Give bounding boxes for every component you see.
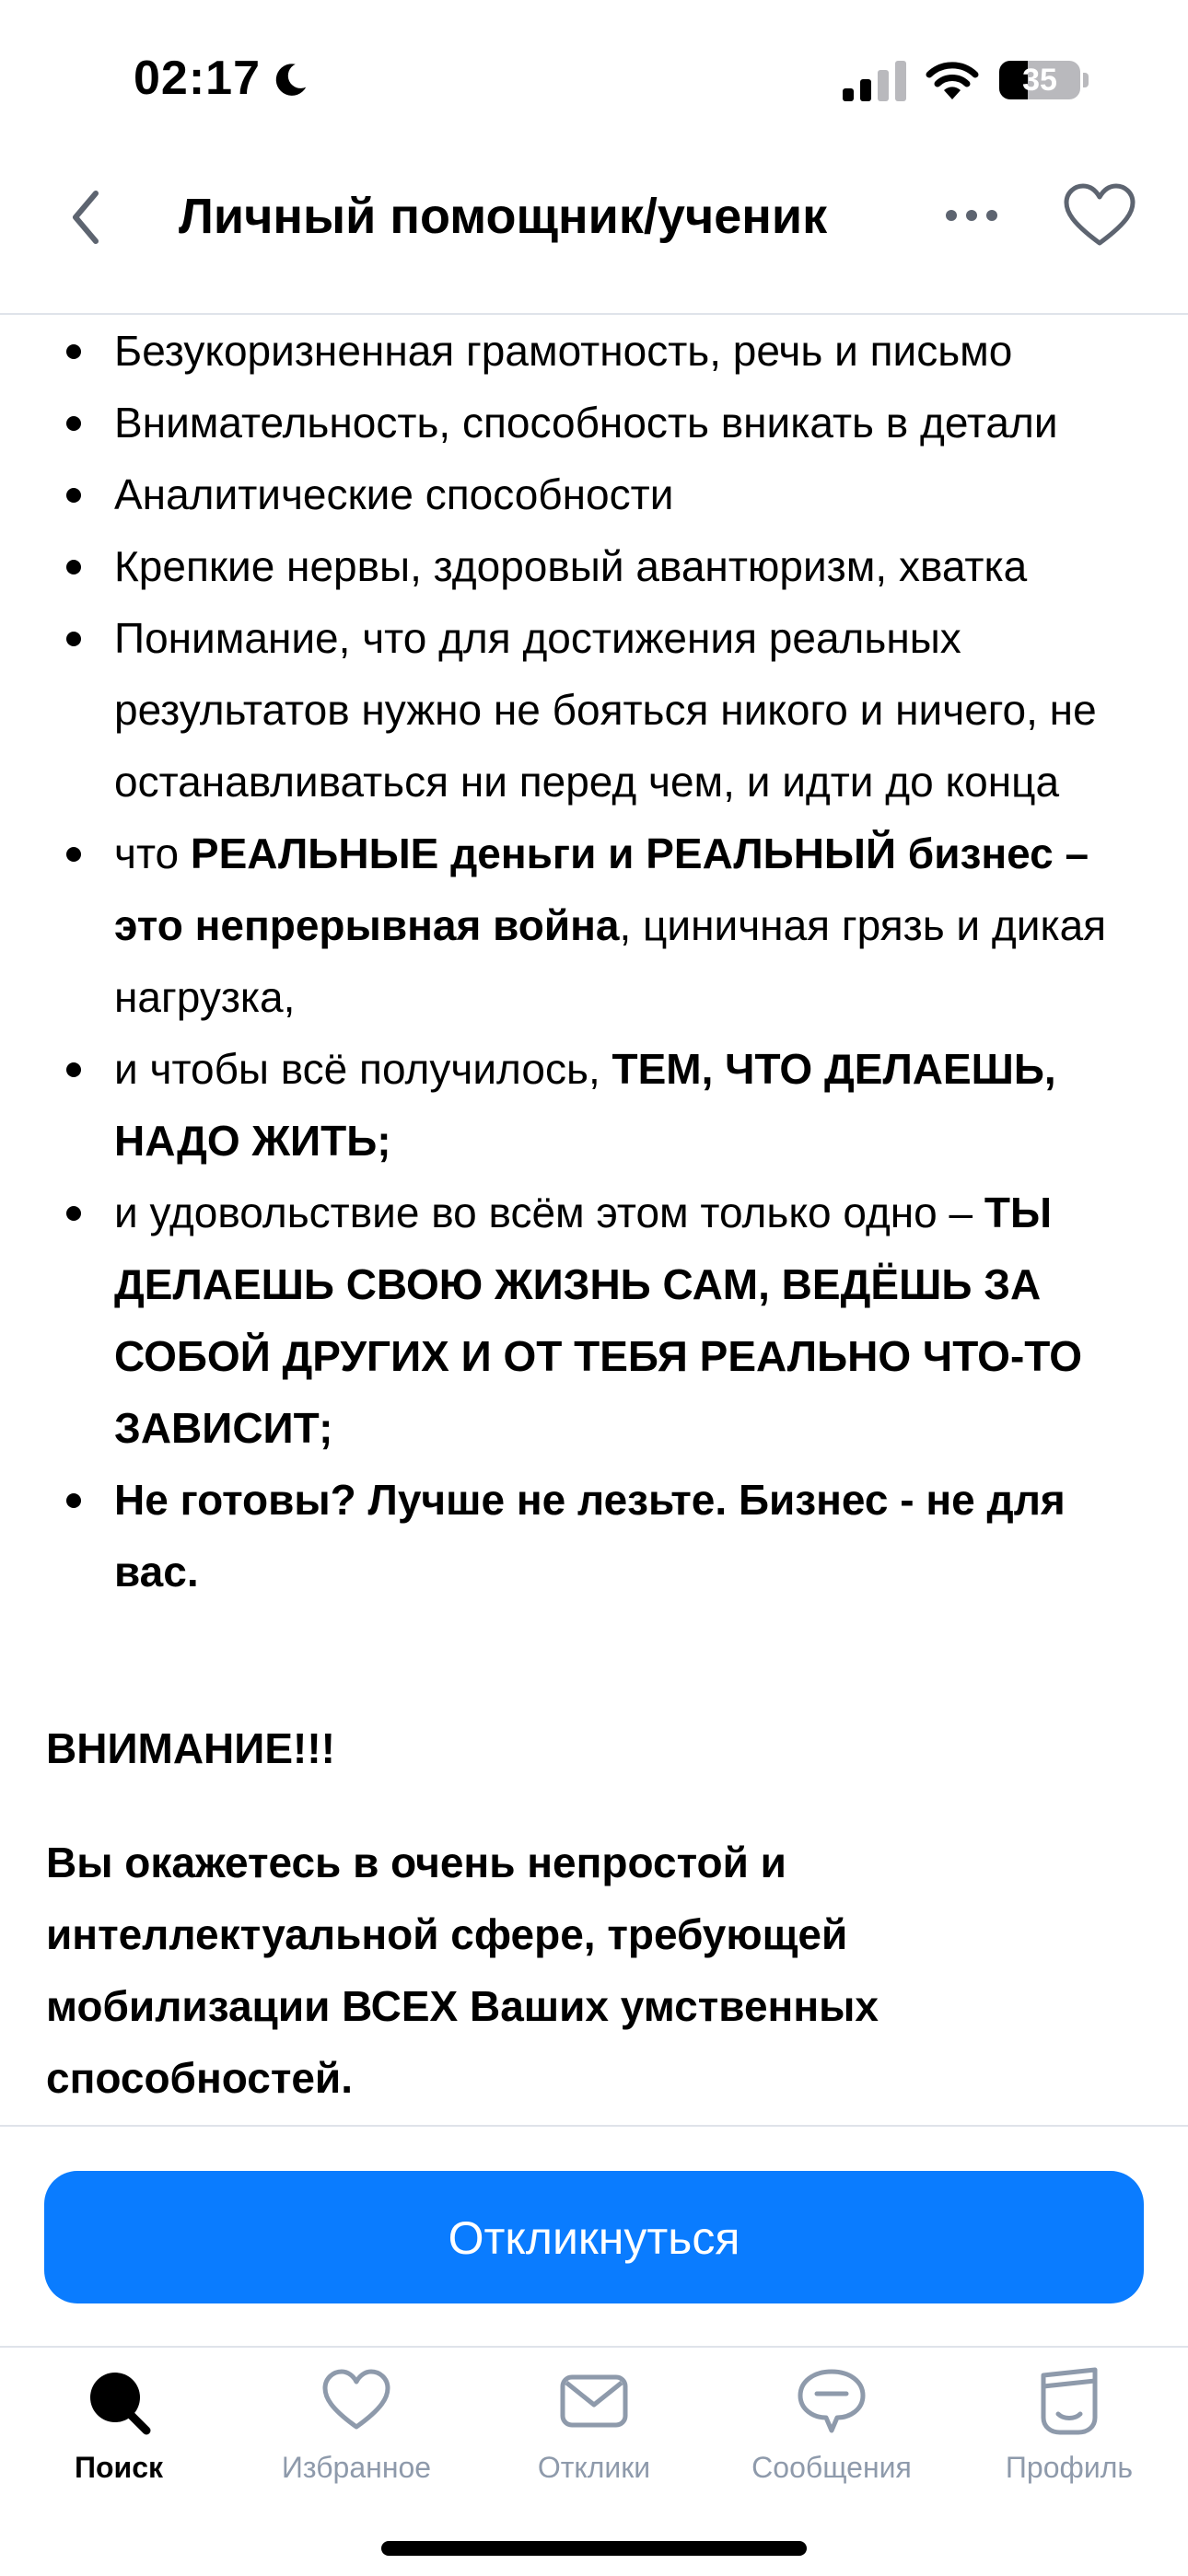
- status-time: 02:17: [134, 52, 261, 105]
- status-bar: [0, 0, 1188, 157]
- chat-bubble-icon: [795, 2366, 868, 2436]
- battery-level: 35: [1022, 63, 1057, 98]
- wifi-icon: [924, 57, 981, 101]
- text: и чтобы всё получилось,: [114, 1045, 612, 1093]
- search-icon: [82, 2366, 156, 2436]
- bold-text: Не готовы? Лучше не лезьте. Бизнес - не для вас.: [114, 1476, 1066, 1595]
- tab-label: Профиль: [1005, 2451, 1134, 2484]
- text: , циничная грязь и дикая нагрузка,: [114, 901, 1107, 1021]
- tab-search[interactable]: [0, 2366, 238, 2513]
- list-item: [0, 1464, 1188, 1607]
- list-item: [0, 1177, 1188, 1464]
- vacancy-description: [0, 315, 1188, 2125]
- list-item: [0, 1033, 1188, 1177]
- tab-favorites[interactable]: [238, 2366, 475, 2513]
- text: Аналитические способности: [114, 470, 674, 518]
- signal-icon: [843, 61, 907, 101]
- bold-text: ТЕМ, ЧТО ДЕЛАЕШЬ, НАДО ЖИТЬ;: [114, 1045, 1056, 1165]
- moon-icon: [269, 59, 311, 101]
- tab-responses[interactable]: [475, 2366, 713, 2513]
- tab-label: Отклики: [537, 2451, 651, 2484]
- nav-bar: [0, 157, 1188, 315]
- list-item: [0, 530, 1188, 602]
- tab-messages[interactable]: [713, 2366, 950, 2513]
- tab-bar: [0, 2346, 1188, 2576]
- list-item: [0, 602, 1188, 818]
- back-chevron-icon[interactable]: [64, 180, 111, 254]
- text: Безукоризненная грамотность, речь и письмо: [114, 327, 1013, 375]
- warning-paragraph: Вы окажетесь в очень непростой и интеллектуальной сфере, требующей мобилизации ВСЕХ Ваших умственных способностей.: [46, 1839, 879, 2102]
- profile-face-icon: [1032, 2366, 1106, 2436]
- battery-cap: [1083, 73, 1089, 87]
- envelope-icon: [557, 2366, 631, 2436]
- heart-icon: [320, 2366, 393, 2436]
- tab-label: Поиск: [74, 2451, 164, 2484]
- text: что: [114, 830, 191, 877]
- text: Понимание, что для достижения реальных результатов нужно не бояться никого и ничего, не останавливаться ни перед чем, и идти до конца: [114, 614, 1097, 806]
- text: и удовольствие во всём этом только одно –: [114, 1189, 984, 1236]
- bold-text: РЕАЛЬНЫЕ деньги и РЕАЛЬНЫЙ бизнес – это непрерывная война: [114, 830, 1089, 949]
- battery-icon: [999, 61, 1080, 99]
- tab-label: Сообщения: [751, 2451, 912, 2484]
- action-area: [0, 2125, 1188, 2348]
- attention-heading: ВНИМАНИЕ!!!: [46, 1724, 335, 1772]
- respond-button[interactable]: Откликнуться: [44, 2171, 1144, 2303]
- text: Внимательность, способность вникать в детали: [114, 399, 1058, 447]
- list-item: [0, 458, 1188, 530]
- more-dots-icon[interactable]: [939, 197, 1004, 234]
- tab-profile[interactable]: [950, 2366, 1188, 2513]
- list-item: [0, 818, 1188, 1033]
- list-item: [0, 387, 1188, 458]
- requirements-list: [0, 315, 1188, 1607]
- tab-label: Избранное: [281, 2451, 432, 2484]
- heart-icon[interactable]: [1063, 182, 1136, 249]
- text: Крепкие нервы, здоровый авантюризм, хватка: [114, 542, 1028, 590]
- page-title: Личный помощник/ученик: [179, 189, 828, 244]
- bold-text: ТЫ ДЕЛАЕШЬ СВОЮ ЖИЗНЬ САМ, ВЕДЁШЬ ЗА СОБОЙ ДРУГИХ И ОТ ТЕБЯ РЕАЛЬНО ЧТО-ТО ЗАВИСИТ;: [114, 1189, 1083, 1452]
- home-indicator: [381, 2541, 807, 2556]
- list-item: [0, 315, 1188, 387]
